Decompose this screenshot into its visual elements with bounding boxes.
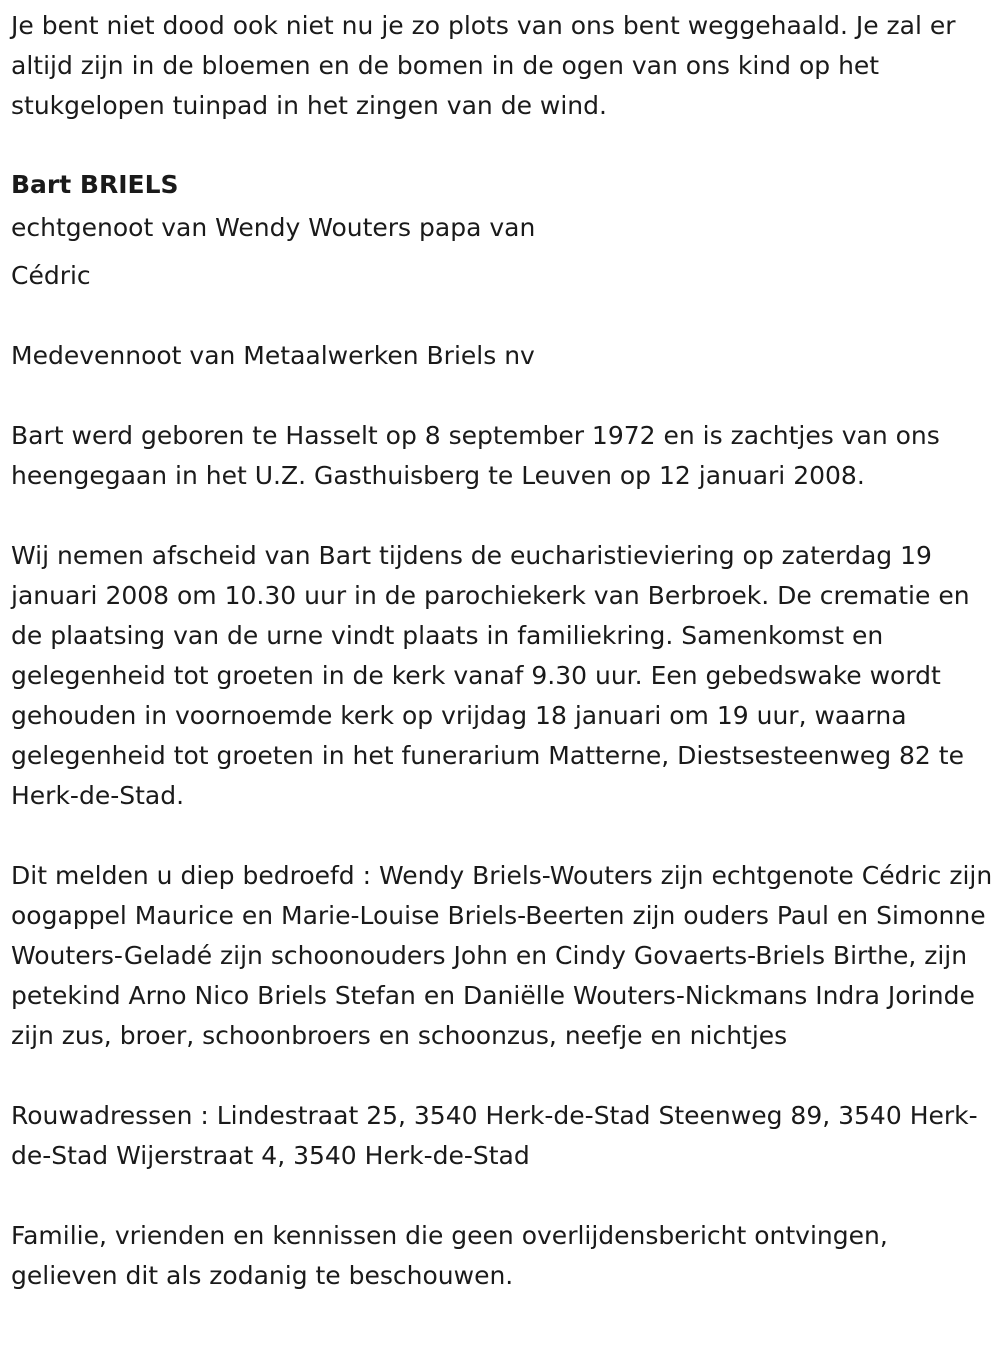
birth-death-paragraph: Bart werd geboren te Hasselt op 8 september 1972 en is zachtjes van ons heengegaan in het U.Z. Gasthuisberg te Leuven op 12 januari 2008. xyxy=(11,421,940,490)
addresses-paragraph: Rouwadressen : Lindestraat 25, 3540 Herk-de-Stad Steenweg 89, 3540 Herk-de-Stad Wijerstraat 4, 3540 Herk-de-Stad xyxy=(11,1101,978,1170)
ceremony-paragraph: Wij nemen afscheid van Bart tijdens de eucharistieviering op zaterdag 19 januari 2008 om 10.30 uur in de parochiekerk van Berbroek. De crematie en de plaatsing van de urne vindt plaats in familiekring. Samenkomst en gelegenheid tot groeten in de kerk vanaf 9.30 uur. Een gebedswake wordt gehouden in voornoemde kerk op vrijdag 18 januari om 19 uur, waarna gelegenheid tot groeten in het funerarium Matterne, Diestsesteenweg 82 te Herk-de-Stad. xyxy=(11,541,970,810)
spacer xyxy=(11,816,995,856)
relation-line: echtgenoot van Wendy Wouters papa van xyxy=(11,213,536,242)
deceased-name: Bart BRIELS xyxy=(11,170,179,199)
spacer xyxy=(11,296,995,336)
poem-paragraph: Je bent niet dood ook niet nu je zo plots van ons bent weggehaald. Je zal er altijd zijn in de bloemen en de bomen in de ogen van ons kind op het stukgelopen tuinpad in het zingen van de wind. xyxy=(11,11,956,120)
spacer xyxy=(11,1176,995,1216)
obituary-document xyxy=(11,6,995,1296)
spacer xyxy=(11,376,995,416)
child-name: Cédric xyxy=(11,261,91,290)
spacer xyxy=(11,126,995,166)
spacer xyxy=(11,1056,995,1096)
occupation-line: Medevennoot van Metaalwerken Briels nv xyxy=(11,341,535,370)
closing-paragraph: Familie, vrienden en kennissen die geen overlijdensbericht ontvingen, gelieven dit als zodanig te beschouwen. xyxy=(11,1221,888,1290)
announcement-paragraph: Dit melden u diep bedroefd : Wendy Briels-Wouters zijn echtgenote Cédric zijn oogappel Maurice en Marie-Louise Briels-Beerten zijn ouders Paul en Simonne Wouters-Geladé zijn schoonouders John en Cindy Govaerts-Briels Birthe, zijn petekind Arno Nico Briels Stefan en Daniëlle Wouters-Nickmans Indra Jorinde zijn zus, broer, schoonbroers en schoonzus, neefje en nichtjes xyxy=(11,861,993,1050)
spacer xyxy=(11,496,995,536)
